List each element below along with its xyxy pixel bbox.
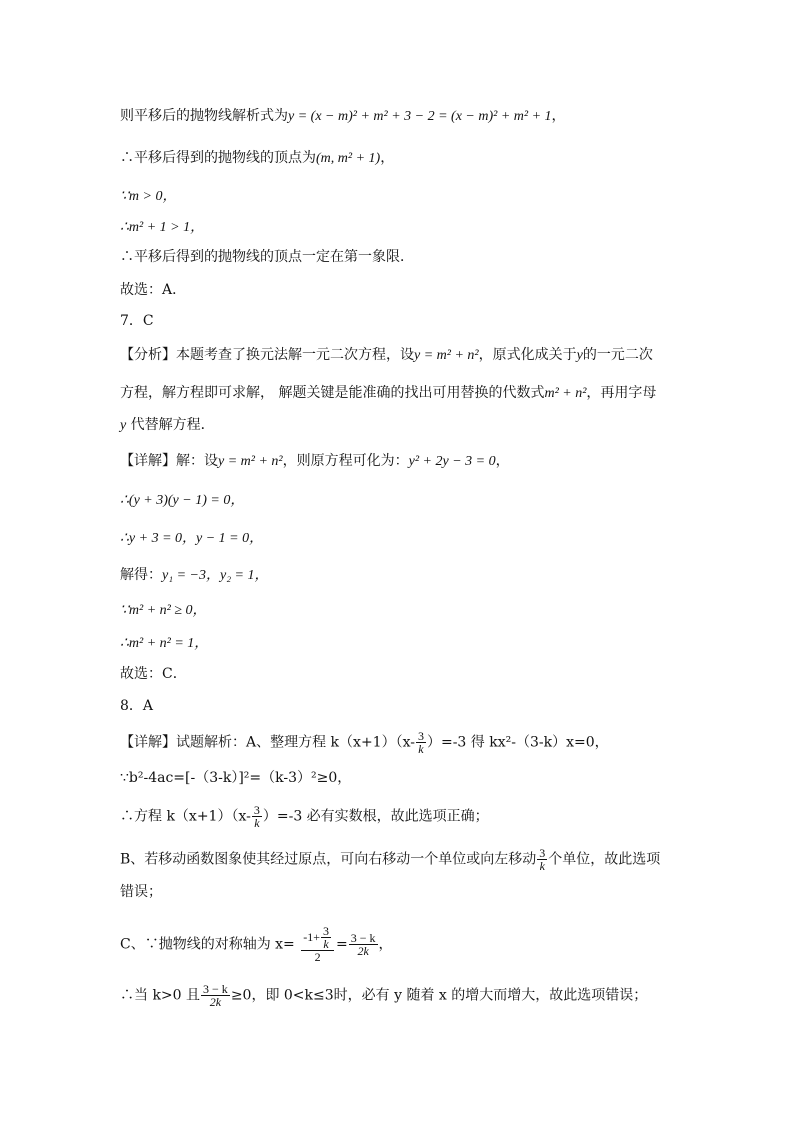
math: m² + n² <box>544 386 587 401</box>
math: ∴y + 3 = 0，y − 1 = 0， <box>120 531 264 546</box>
line-analysis-1 <box>120 345 653 366</box>
question-7-heading <box>120 311 154 331</box>
math: y = (x − m)² + m² + 3 − 2 = (x − m)² + m² + 1 <box>288 109 552 124</box>
line-detail-a-1 <box>120 730 609 755</box>
line-answer-c <box>120 664 187 684</box>
denominator: k <box>323 937 329 951</box>
text: 【详解】试题解析：A、整理方程 k（x+1）（x- <box>120 734 415 751</box>
text: -1+ <box>303 930 321 944</box>
math: y = m² + n² <box>414 348 479 363</box>
numerator: 3 − k <box>203 982 228 996</box>
text: 7．C <box>120 313 154 329</box>
line-factor-zero <box>120 528 263 549</box>
text: C、∵抛物线的对称轴为 x= <box>120 936 295 953</box>
numerator: 3 − k <box>350 931 376 945</box>
text: ， <box>551 108 566 124</box>
numerator: 3 <box>253 803 260 817</box>
line-translation-expression <box>120 106 566 127</box>
fraction-3-minus-k-over-2k <box>201 983 230 1008</box>
text: B、若移动函数图象使其经过原点，可向右移动一个单位或向左移动 <box>120 851 537 868</box>
math: ∵m² + n² ≥ 0， <box>120 603 207 618</box>
math: ∴m² + 1 > 1， <box>120 220 205 235</box>
text: ∵b²-4ac=[-（3-k）]²=（k-3）²≥0， <box>120 770 352 786</box>
text: ， <box>380 150 395 166</box>
line-answer-a <box>120 280 186 300</box>
math: y <box>576 348 583 363</box>
text: 故选：C． <box>120 666 187 682</box>
line-detail-b-2 <box>120 882 162 902</box>
line-detail-1 <box>120 451 510 472</box>
numerator: 3 <box>539 846 546 860</box>
line-equals-one <box>120 633 208 654</box>
line-detail-a-2 <box>120 804 489 829</box>
fraction-3-over-k <box>252 804 262 829</box>
text: ，则原方程可化为： <box>282 453 409 469</box>
text: = <box>336 936 348 953</box>
line-nonnegative <box>120 600 207 621</box>
math: y <box>120 418 127 433</box>
text: 【分析】本题考查了换元法解一元二次方程，设 <box>120 347 414 363</box>
text: ∴平移后得到的抛物线的顶点为 <box>120 150 316 166</box>
math: y₁ = −3，y₂ = 1， <box>162 568 269 583</box>
text: 的一元二次 <box>582 347 653 363</box>
text: ， <box>495 453 510 469</box>
line-factored <box>120 490 244 511</box>
math: (m, m² + 1) <box>316 151 381 166</box>
denominator: k <box>254 816 260 830</box>
math: ∴(y + 3)(y − 1) = 0， <box>120 493 245 508</box>
line-first-quadrant <box>120 247 414 267</box>
text: 方程，解方程即可求解， 解题关键是能准确的找出可用替换的代数式 <box>120 385 545 401</box>
math: ∴m² + n² = 1， <box>120 636 209 651</box>
fraction-3-over-k <box>537 847 547 872</box>
text: 8．A <box>120 698 154 714</box>
text: 解得： <box>120 567 162 583</box>
denominator: 2k <box>209 995 222 1009</box>
text: ，原式化成关于 <box>478 347 577 363</box>
denominator: k <box>418 742 424 756</box>
text: ）=-3 必有实数根，故此选项正确； <box>262 808 489 825</box>
text: ∴当 k>0 且 <box>120 987 201 1004</box>
denominator: 2 <box>314 950 321 964</box>
fraction-3-over-k <box>321 925 331 950</box>
line-solution <box>120 565 269 586</box>
text: 故选：A． <box>120 282 187 298</box>
text: ≥0，即 0<k≤3时，必有 y 随着 x 的增大而增大，故此选项错误； <box>230 987 648 1004</box>
text: 代替解方程． <box>126 417 215 433</box>
text: 个单位，故此选项 <box>548 851 661 868</box>
line-detail-b <box>120 847 660 872</box>
line-detail-c-2 <box>120 983 647 1008</box>
text: 错误； <box>120 884 162 900</box>
text: ∴平移后得到的抛物线的顶点一定在第一象限． <box>120 249 414 265</box>
fraction-3-over-k <box>416 730 426 755</box>
math: y² + 2y − 3 = 0 <box>408 454 496 469</box>
math: y = m² + n² <box>218 454 283 469</box>
text: ∴方程 k（x+1）（x- <box>120 808 251 825</box>
line-vertex <box>120 148 394 169</box>
line-analysis-2 <box>120 383 656 404</box>
question-8-heading <box>120 696 153 716</box>
numerator <box>301 925 334 951</box>
line-discriminant <box>120 768 351 788</box>
fraction-axis-of-symmetry <box>301 925 334 964</box>
text: ）=-3 得 kx²-（3-k）x=0， <box>426 734 609 751</box>
math: ∵m > 0， <box>120 189 177 204</box>
line-m-squared <box>120 217 204 238</box>
text: 【详解】解：设 <box>120 453 218 469</box>
line-analysis-3 <box>120 415 215 436</box>
fraction-3-minus-k-over-2k <box>349 932 378 957</box>
line-m-positive <box>120 186 176 207</box>
numerator: 3 <box>417 729 424 743</box>
text: ， <box>378 936 393 953</box>
line-detail-c <box>120 925 393 964</box>
numerator: 3 <box>323 924 330 938</box>
text: 则平移后的抛物线解析式为 <box>120 108 288 124</box>
denominator: 2k <box>357 944 369 958</box>
denominator: k <box>539 859 545 873</box>
text: ，再用字母 <box>586 385 657 401</box>
